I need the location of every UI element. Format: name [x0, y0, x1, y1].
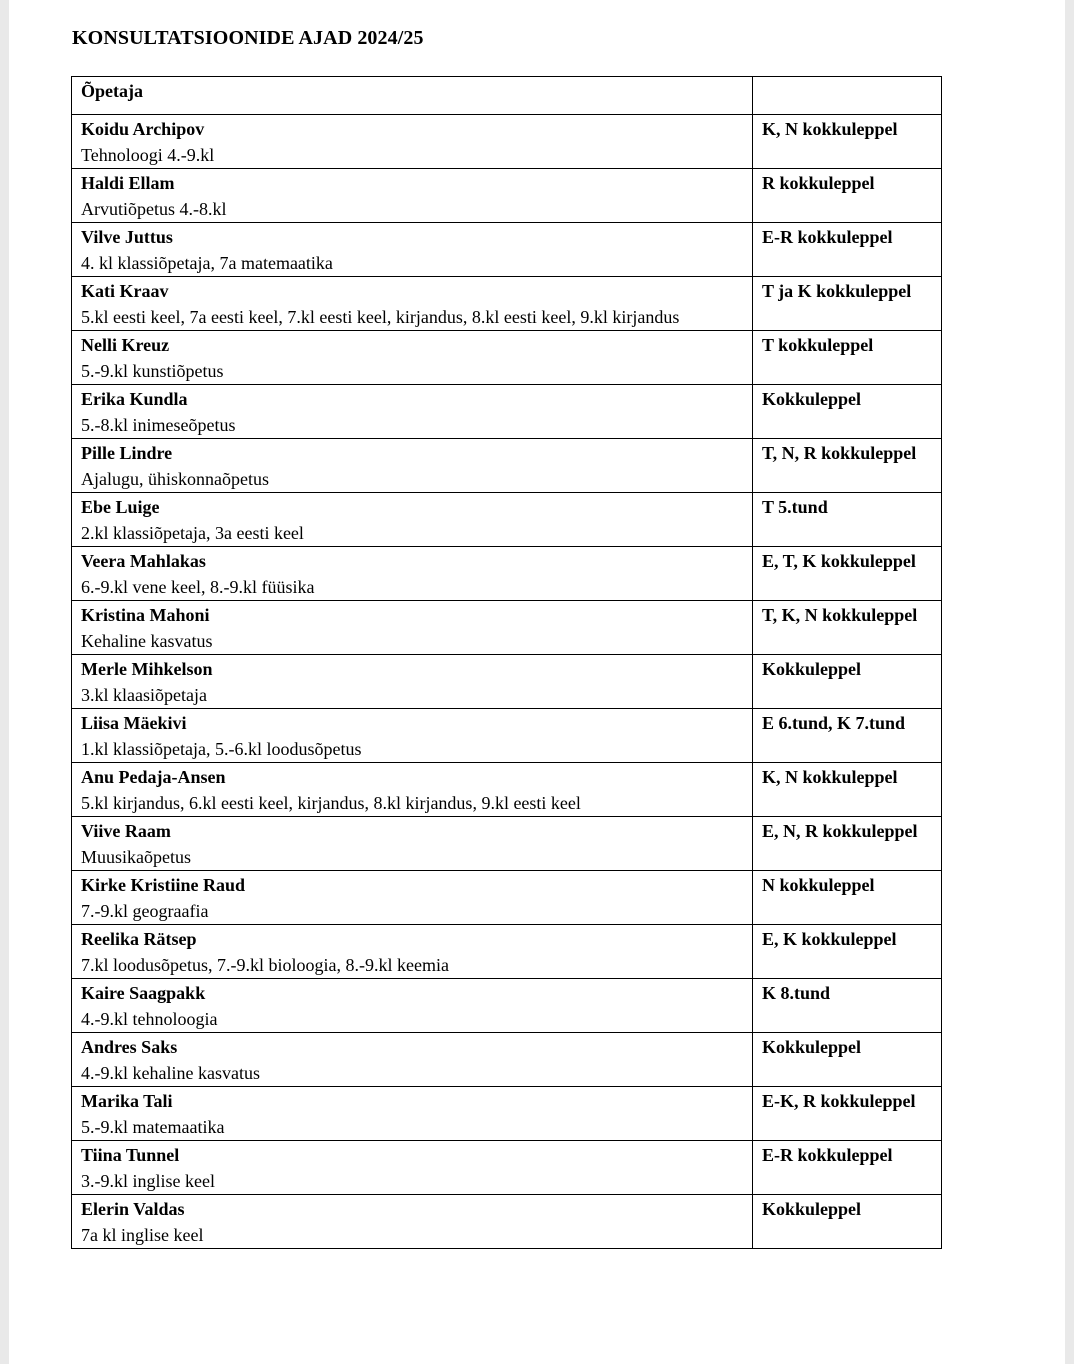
- teacher-cell: [72, 169, 753, 223]
- teacher-cell: [72, 925, 753, 979]
- teacher-name: Reelika Rätsep: [81, 929, 197, 949]
- table-row: [72, 925, 942, 979]
- teacher-cell: [72, 385, 753, 439]
- table-row: [72, 1087, 942, 1141]
- teacher-subject: 4.-9.kl kehaline kasvatus: [81, 1063, 260, 1083]
- teacher-cell: [72, 763, 753, 817]
- consultation-time: E-R kokkuleppel: [753, 223, 942, 277]
- teacher-subject: 2.kl klassiõpetaja, 3a eesti keel: [81, 523, 304, 543]
- table-row: [72, 277, 942, 331]
- table-row: [72, 385, 942, 439]
- teacher-subject: Arvutiõpetus 4.-8.kl: [81, 199, 227, 219]
- table-row: [72, 169, 942, 223]
- teacher-name: Vilve Juttus: [81, 227, 173, 247]
- teacher-name: Tiina Tunnel: [81, 1145, 180, 1165]
- consultation-time: E 6.tund, K 7.tund: [753, 709, 942, 763]
- table-row: [72, 871, 942, 925]
- consultation-time: T, K, N kokkuleppel: [753, 601, 942, 655]
- teacher-cell: [72, 223, 753, 277]
- header-teacher: Õpetaja: [72, 77, 753, 115]
- teacher-name: Kati Kraav: [81, 281, 169, 301]
- teacher-cell: [72, 979, 753, 1033]
- table-row: [72, 115, 942, 169]
- table-row: [72, 223, 942, 277]
- consultation-time: E, N, R kokkuleppel: [753, 817, 942, 871]
- consultation-time: E, T, K kokkuleppel: [753, 547, 942, 601]
- table-row: [72, 763, 942, 817]
- teacher-name: Marika Tali: [81, 1091, 173, 1111]
- consultation-time: K 8.tund: [753, 979, 942, 1033]
- table-row: [72, 979, 942, 1033]
- teacher-subject: 5.-9.kl matemaatika: [81, 1117, 225, 1137]
- header-time: [753, 77, 942, 115]
- teacher-name: Kristina Mahoni: [81, 605, 210, 625]
- teacher-cell: [72, 817, 753, 871]
- table-row: [72, 817, 942, 871]
- consultation-time: T 5.tund: [753, 493, 942, 547]
- teacher-name: Haldi Ellam: [81, 173, 175, 193]
- teacher-subject: 6.-9.kl vene keel, 8.-9.kl füüsika: [81, 577, 315, 597]
- consultation-table: [71, 76, 942, 1249]
- teacher-name: Merle Mihkelson: [81, 659, 213, 679]
- table-row: [72, 439, 942, 493]
- teacher-subject: 5.-8.kl inimeseõpetus: [81, 415, 236, 435]
- teacher-name: Andres Saks: [81, 1037, 178, 1057]
- consultation-time: K, N kokkuleppel: [753, 115, 942, 169]
- consultation-time: N kokkuleppel: [753, 871, 942, 925]
- table-header-row: [72, 77, 942, 115]
- consultation-time: Kokkuleppel: [753, 655, 942, 709]
- teacher-name: Pille Lindre: [81, 443, 173, 463]
- teacher-cell: [72, 547, 753, 601]
- teacher-subject: 1.kl klassiõpetaja, 5.-6.kl loodusõpetus: [81, 739, 362, 759]
- consultation-time: E-R kokkuleppel: [753, 1141, 942, 1195]
- teacher-subject: 5.kl kirjandus, 6.kl eesti keel, kirjandus, 8.kl kirjandus, 9.kl eesti keel: [81, 793, 581, 813]
- teacher-subject: Ajalugu, ühiskonnaõpetus: [81, 469, 269, 489]
- teacher-name: Kaire Saagpakk: [81, 983, 206, 1003]
- teacher-cell: [72, 115, 753, 169]
- teacher-subject: Muusikaõpetus: [81, 847, 191, 867]
- teacher-subject: 4.-9.kl tehnoloogia: [81, 1009, 218, 1029]
- teacher-cell: [72, 277, 753, 331]
- teacher-subject: 5.-9.kl kunstiõpetus: [81, 361, 224, 381]
- table-row: [72, 709, 942, 763]
- consultation-time: T ja K kokkuleppel: [753, 277, 942, 331]
- consultation-time: T kokkuleppel: [753, 331, 942, 385]
- teacher-name: Anu Pedaja-Ansen: [81, 767, 226, 787]
- consultation-time: E, K kokkuleppel: [753, 925, 942, 979]
- teacher-cell: [72, 1087, 753, 1141]
- teacher-name: Viive Raam: [81, 821, 171, 841]
- table-row: [72, 547, 942, 601]
- table-row: [72, 655, 942, 709]
- teacher-cell: [72, 439, 753, 493]
- teacher-subject: 7.kl loodusõpetus, 7.-9.kl bioloogia, 8.-9.kl keemia: [81, 955, 449, 975]
- consultation-time: T, N, R kokkuleppel: [753, 439, 942, 493]
- consultation-time: Kokkuleppel: [753, 385, 942, 439]
- consultation-time: Kokkuleppel: [753, 1033, 942, 1087]
- teacher-name: Koidu Archipov: [81, 119, 205, 139]
- consultation-time: K, N kokkuleppel: [753, 763, 942, 817]
- teacher-name: Ebe Luige: [81, 497, 160, 517]
- teacher-cell: [72, 871, 753, 925]
- teacher-subject: 4. kl klassiõpetaja, 7a matemaatika: [81, 253, 333, 273]
- teacher-subject: 7a kl inglise keel: [81, 1225, 204, 1245]
- teacher-cell: [72, 1141, 753, 1195]
- teacher-name: Liisa Mäekivi: [81, 713, 187, 733]
- teacher-cell: [72, 1033, 753, 1087]
- teacher-subject: 5.kl eesti keel, 7a eesti keel, 7.kl eesti keel, kirjandus, 8.kl eesti keel, 9.kl kirjandus: [81, 307, 680, 327]
- teacher-subject: 7.-9.kl geograafia: [81, 901, 209, 921]
- teacher-name: Veera Mahlakas: [81, 551, 206, 571]
- consultation-time: R kokkuleppel: [753, 169, 942, 223]
- table-row: [72, 1195, 942, 1249]
- teacher-name: Elerin Valdas: [81, 1199, 185, 1219]
- table-body: [72, 77, 942, 1249]
- table-row: [72, 1033, 942, 1087]
- teacher-cell: [72, 1195, 753, 1249]
- teacher-cell: [72, 709, 753, 763]
- teacher-subject: 3.kl klaasiõpetaja: [81, 685, 207, 705]
- teacher-cell: [72, 493, 753, 547]
- consultation-time: Kokkuleppel: [753, 1195, 942, 1249]
- teacher-name: Nelli Kreuz: [81, 335, 170, 355]
- teacher-cell: [72, 601, 753, 655]
- document-page: [9, 0, 1065, 1364]
- teacher-cell: [72, 655, 753, 709]
- table-row: [72, 331, 942, 385]
- consultation-time: E-K, R kokkuleppel: [753, 1087, 942, 1141]
- teacher-name: Kirke Kristiine Raud: [81, 875, 246, 895]
- document-title: KONSULTATSIOONIDE AJAD 2024/25: [72, 27, 424, 49]
- teacher-cell: [72, 331, 753, 385]
- table-row: [72, 493, 942, 547]
- teacher-subject: Kehaline kasvatus: [81, 631, 213, 651]
- table-row: [72, 601, 942, 655]
- teacher-subject: 3.-9.kl inglise keel: [81, 1171, 215, 1191]
- table-row: [72, 1141, 942, 1195]
- teacher-subject: Tehnoloogi 4.-9.kl: [81, 145, 215, 165]
- teacher-name: Erika Kundla: [81, 389, 188, 409]
